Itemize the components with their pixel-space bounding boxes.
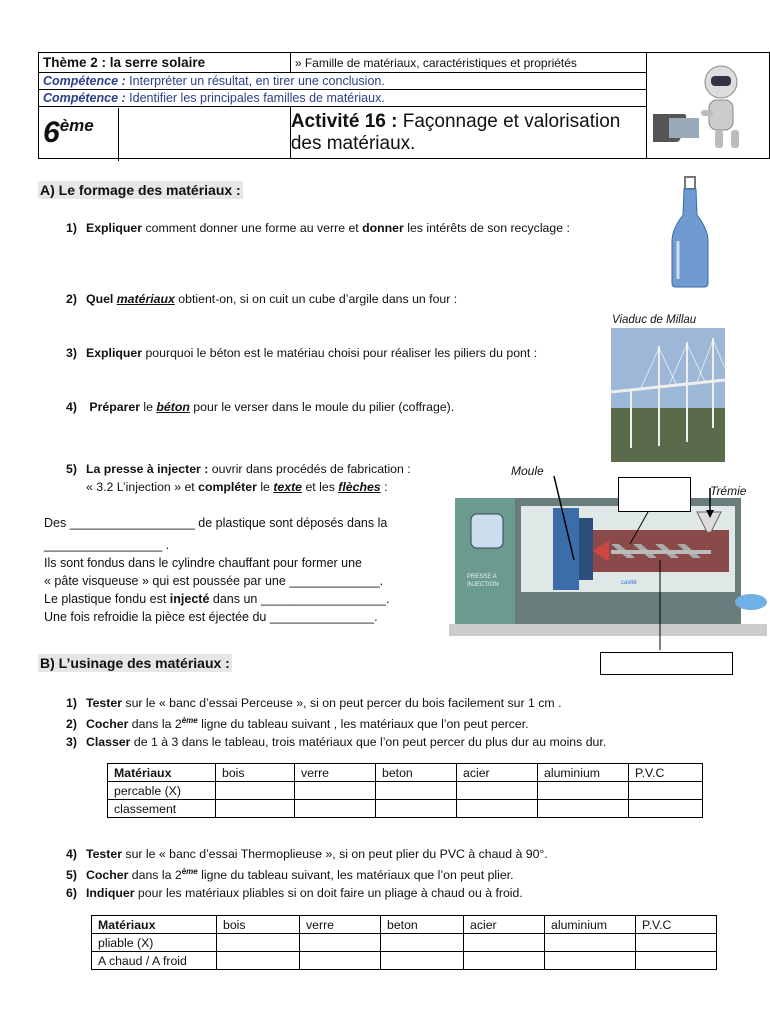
section-b-title: B) L’usinage des matériaux : bbox=[40, 655, 230, 671]
svg-text:PRESSE A: PRESSE A bbox=[467, 574, 497, 580]
viaduc-caption: Viaduc de Millau bbox=[612, 314, 697, 326]
answer-box-2[interactable] bbox=[600, 652, 733, 675]
bottle-image bbox=[668, 175, 712, 289]
theme: Thème 2 : la serre solaire bbox=[39, 53, 291, 73]
robot-image bbox=[646, 53, 769, 159]
svg-text:cavité: cavité bbox=[621, 580, 637, 586]
activite-title: Activité 16 : Façonnage et valorisation des matériaux. bbox=[290, 107, 646, 159]
question-4: 4) Préparer le béton pour le verser dans le moule du pilier (coffrage). bbox=[66, 400, 455, 414]
question-3: 3) Expliquer pourquoi le béton est le matériau choisi pour réaliser les piliers du pont : bbox=[66, 346, 538, 360]
competence-2: Compétence : Identifier les principales familles de matériaux. bbox=[39, 90, 647, 107]
moule-label: Moule bbox=[511, 464, 544, 478]
questions-b2: 4) Tester sur le « banc d’essai Thermoplieuse », si on peut plier du PVC à chaud à 90°. 5) Cocher dans la 2ème ligne du tableau suivant, les matériaux que l’on peut plier. 6) Indiquer pour les matériaux pliables si on doit faire un pliage à chaud ou à froid. bbox=[66, 847, 548, 901]
table-pliage: Matériaux bois verre beton acier aluminium P.V.C pliable (X) A chaud / A froid bbox=[91, 915, 717, 970]
answer-box-1[interactable] bbox=[618, 477, 691, 512]
niveau: 6ème bbox=[39, 107, 291, 159]
famille: » Famille de matériaux, caractéristiques et propriétés bbox=[290, 53, 646, 73]
competence-1: Compétence : Interpréter un résultat, en tirer une conclusion. bbox=[39, 73, 647, 90]
svg-text:INJECTION: INJECTION bbox=[467, 582, 499, 588]
question-2: 2) Quel matériaux obtient-on, si on cuit un cube d’argile dans un four : bbox=[66, 292, 458, 306]
viaduc-image bbox=[611, 328, 725, 462]
questions-b1: 1) Tester sur le « banc d’essai Perceuse », si on peut percer du bois facilement sur 1 cm . 2) Cocher dans la 2ème ligne du tableau suivant , les matériaux que l’on peut percer. 3) Classer de 1 à 3 dans le tableau, trois matériaux que l’on peut percer du plus dur au moins dur. bbox=[66, 696, 607, 750]
table-percage: Matériaux bois verre beton acier aluminium P.V.C percable (X) classement bbox=[107, 763, 703, 818]
tremie-label: Trémie bbox=[710, 484, 747, 498]
question-5: 5) La presse à injecter : ouvrir dans procédés de fabrication : « 3.2 L’injection » et compléter le texte et les flèches : bbox=[66, 462, 411, 494]
question-1: 1) Expliquer comment donner une forme au verre et donner les intérêts de son recyclage : bbox=[66, 221, 570, 235]
header bbox=[38, 52, 770, 161]
section-a-title: A) Le formage des matériaux : bbox=[40, 182, 241, 198]
robot-icon bbox=[653, 54, 763, 154]
fill-text: Des __________________ de plastique sont déposés dans la _________________ . Ils sont fondus dans le cylindre chauffant pour former une « pâte visqueuse » qui est poussée par une _____________. Le plastique fondu est injecté dans un __________________. Une fois refroidie la pièce est éjectée du _______________. bbox=[44, 516, 390, 624]
